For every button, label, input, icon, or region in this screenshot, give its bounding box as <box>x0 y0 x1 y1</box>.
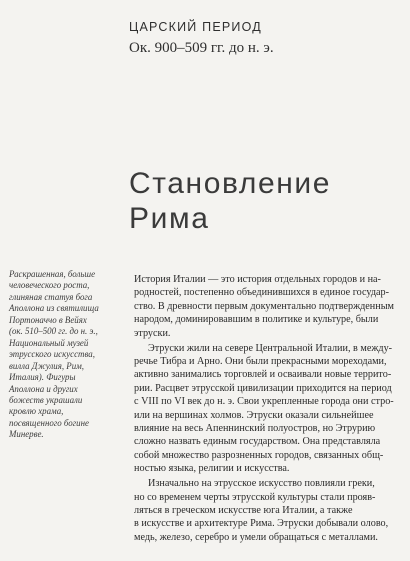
text-line: ство. В древности первым документально подтвержденным <box>134 300 395 312</box>
paragraph <box>134 273 406 340</box>
paragraph <box>134 477 406 544</box>
body-text <box>134 273 406 546</box>
caption-line: божеств украшали <box>9 394 83 405</box>
period-dates: Ок. 900–509 гг. до н. э. <box>129 40 274 56</box>
caption-line: посвященного богине <box>9 417 89 428</box>
text-line: Этруски жили на севере Центральной Италии, в между- <box>148 342 393 354</box>
period-label: ЦАРСКИЙ ПЕРИОД <box>129 20 262 34</box>
text-line: рии. Расцвет этрусской цивилизации приходится на период <box>134 382 392 394</box>
text-line: медь, железо, серебро и умели обращаться с металлами. <box>134 531 378 543</box>
text-line: речье Тибра и Арно. Они были прекрасными мореходами, <box>134 355 387 367</box>
chapter-title-line: Становление <box>129 167 332 200</box>
text-line: собой множество разрозненных городов, связанных общ- <box>134 449 384 461</box>
text-line: в искусстве и архитектуре Рима. Этруски добывали олово, <box>134 518 389 530</box>
paragraph <box>134 342 406 476</box>
text-line: или на вершинах холмов. Этруски оказали сильнейшее <box>134 409 374 421</box>
caption-line: Минерве. <box>9 429 44 440</box>
caption-line: Раскрашенная, больше <box>9 269 96 279</box>
caption-line: этрусского искусства, <box>9 349 95 360</box>
text-line: Изначально на этрусское искусство повлияли греки, <box>148 478 375 490</box>
caption-line: (ок. 510–500 гг. до н. э., <box>9 326 98 337</box>
caption-line: вилла Джулия, Рим, <box>9 360 85 371</box>
caption-line: Портоначчо в Вейях <box>9 314 87 325</box>
text-line: но со временем черты этрусской культуры стали прояв- <box>134 491 376 503</box>
text-line: влияние на весь Апеннинский полуостров, но Этрурию <box>134 422 376 434</box>
text-line: с VIII по VI век до н. э. Свои укрепленные города они стро- <box>134 396 394 408</box>
image-caption <box>9 269 121 441</box>
text-line: История Италии — это история отдельных городов и на- <box>134 274 381 285</box>
text-line: ляться в греческом искусстве юга Италии, а также <box>134 504 353 516</box>
caption-line: человеческого роста, <box>9 280 90 291</box>
chapter-title-line: Рима <box>129 202 210 235</box>
chapter-title <box>129 166 331 236</box>
caption-line: Италия). Фигуры <box>9 372 76 383</box>
text-line: родностей, постепенно объединившихся в единое государ- <box>134 287 390 299</box>
caption-line: кровлю храма, <box>9 406 64 417</box>
text-line: этруски. <box>134 327 171 339</box>
text-line: активно занимались торговлей и осваивали новые террито- <box>134 369 392 381</box>
caption-line: глиняная статуя бога <box>9 291 93 302</box>
caption-line: Аполлона из святилища <box>9 303 99 314</box>
caption-line: Национальный музей <box>9 337 89 348</box>
text-line: сложно назвать единым государством. Она представляла <box>134 436 381 448</box>
text-line: ностью языка, религии и искусства. <box>134 463 290 475</box>
caption-line: Аполлона и других <box>9 383 78 394</box>
text-line: народом, доминировавшим в политике и культуре, были <box>134 314 379 326</box>
